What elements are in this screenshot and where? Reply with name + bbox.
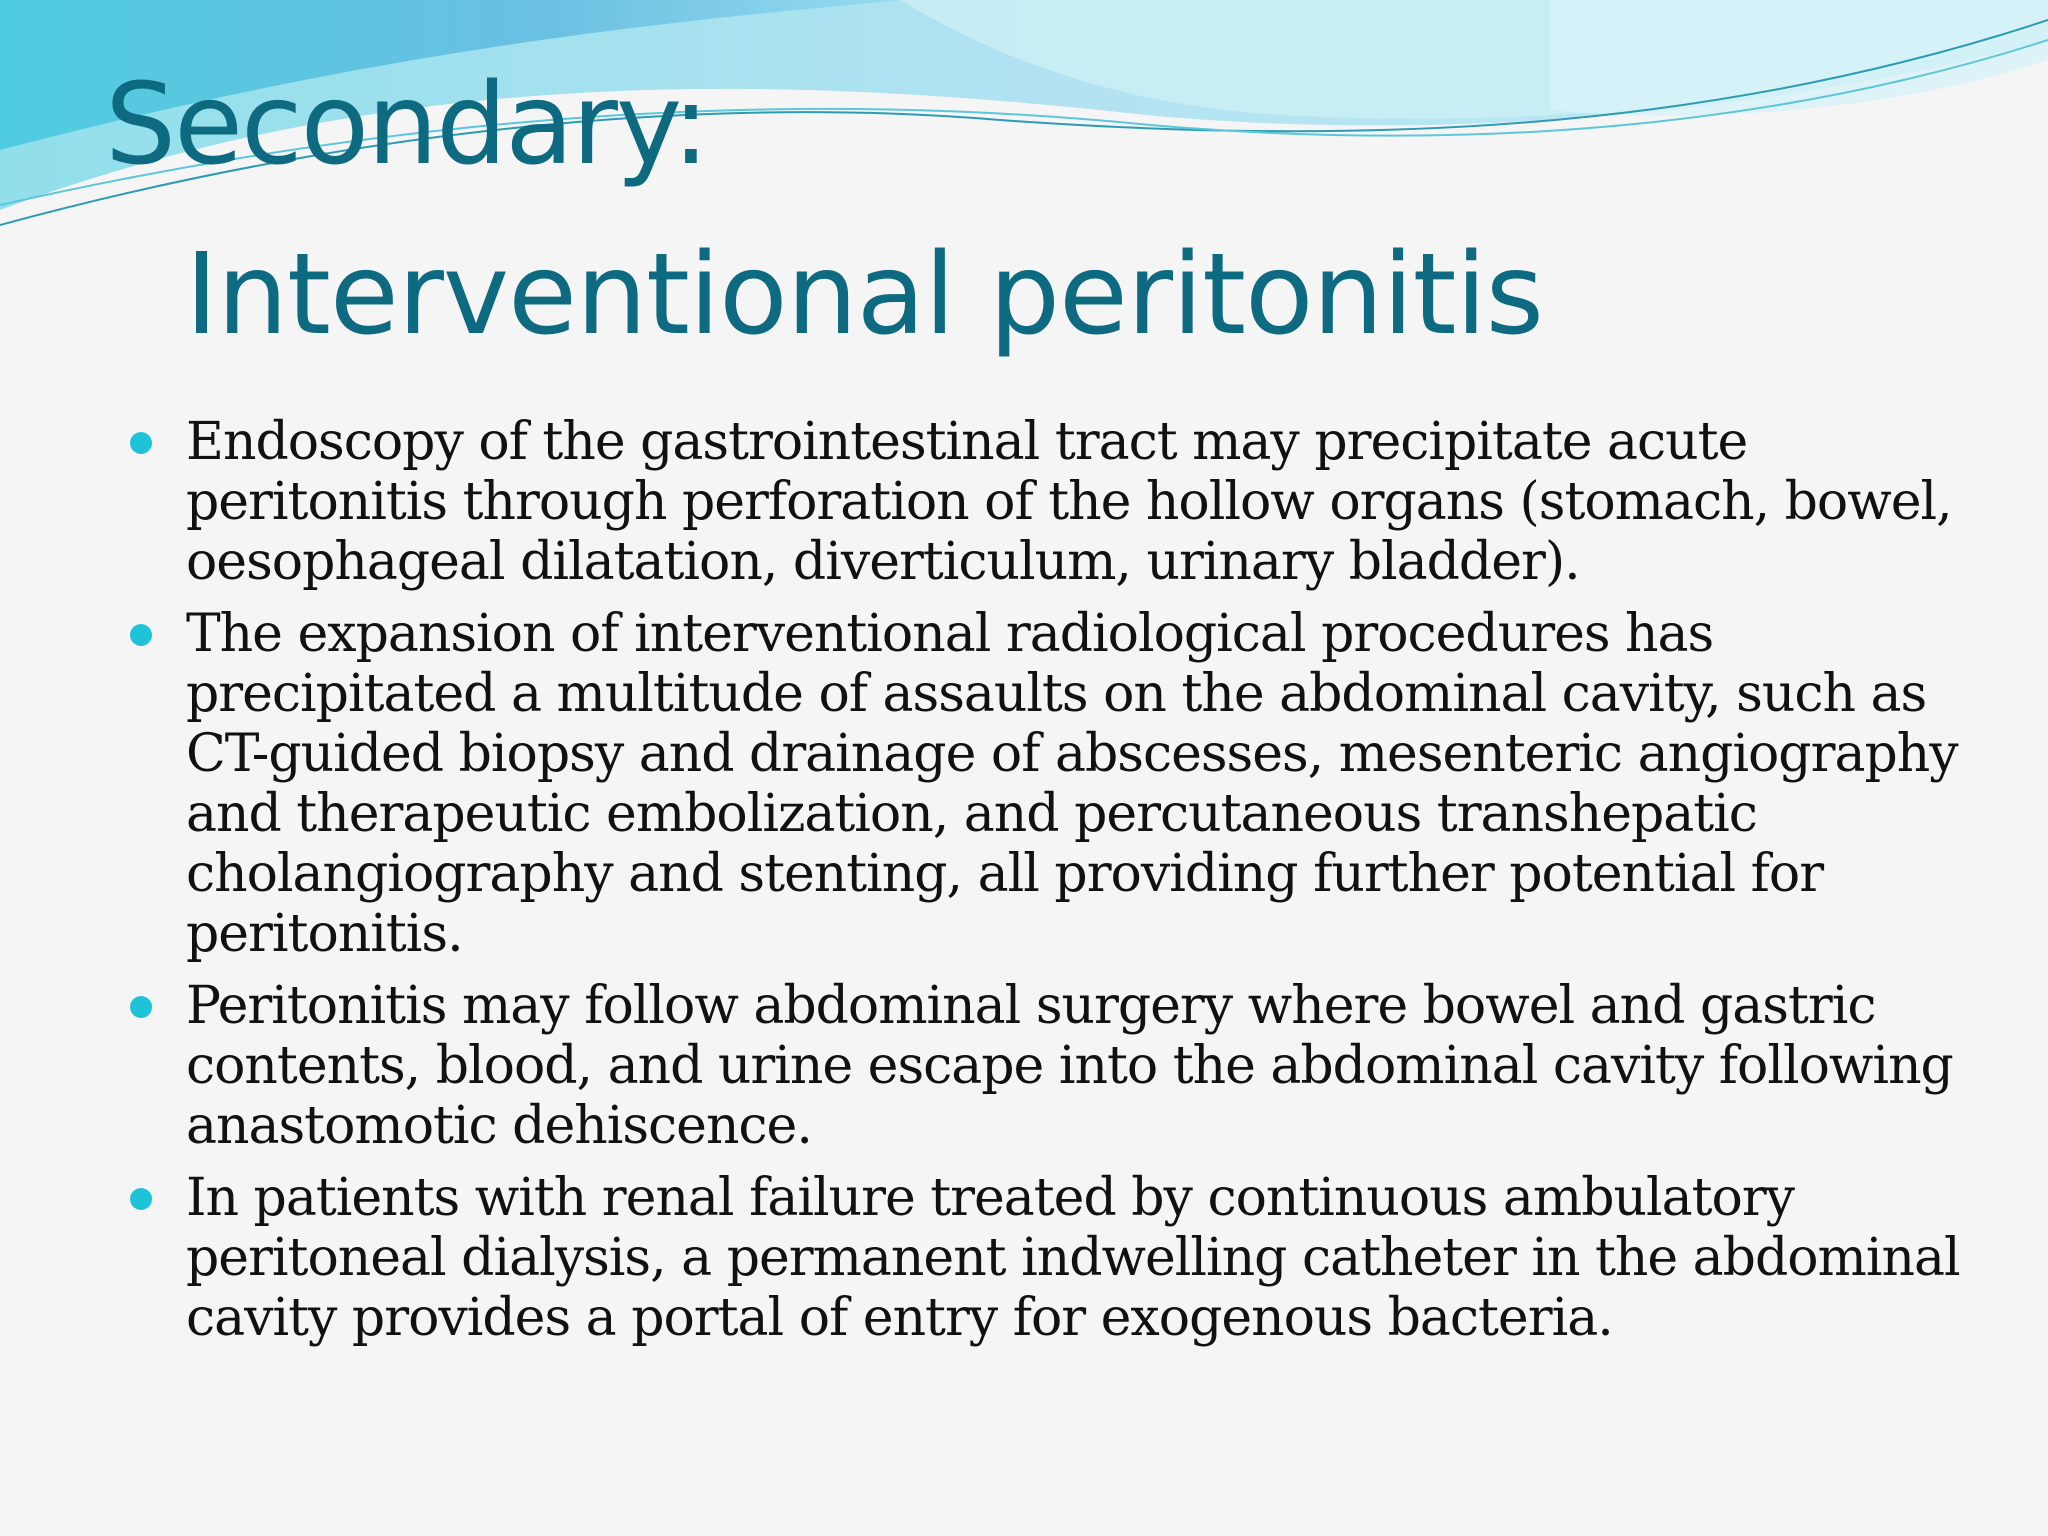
bullet-text: Peritonitis may follow abdominal surgery where bowel and gastric contents, blood, and urine escape into the abdominal cavity following anastomotic dehiscence.: [186, 976, 1953, 1156]
bullet-item-interventional-radiology: [130, 604, 2010, 964]
bullet-dot-icon: [130, 624, 152, 646]
bullet-list: [130, 412, 2010, 1360]
bullet-text: In patients with renal failure treated by continuous ambulatory peritoneal dialysis, a permanent indwelling catheter in the abdominal cavity provides a portal of entry for exogenous bacteria.: [186, 1168, 1960, 1348]
bullet-item-endoscopy: [130, 412, 2010, 592]
bullet-text: Endoscopy of the gastrointestinal tract may precipitate acute peritonitis through perforation of the hollow organs (stomach, bowel, oesophageal dilatation, diverticulum, urinary bladder).: [186, 412, 1952, 592]
slide-title: [105, 40, 2005, 380]
bullet-text: The expansion of interventional radiological procedures has precipitated a multitude of assaults on the abdominal cavity, such as CT-guided biopsy and drainage of abscesses, mesenteric angiography and therapeutic embolization, and percutaneous transhepatic cholangiography and stenting, all providing further potential for peritonitis.: [186, 604, 1958, 964]
bullet-item-abdominal-surgery: [130, 976, 2010, 1156]
title-line-1: Secondary:: [105, 60, 708, 190]
title-line-2: Interventional peritonitis: [185, 230, 1544, 360]
bullet-dot-icon: [130, 996, 152, 1018]
bullet-dot-icon: [130, 432, 152, 454]
bullet-item-peritoneal-dialysis: [130, 1168, 2010, 1348]
bullet-dot-icon: [130, 1188, 152, 1210]
